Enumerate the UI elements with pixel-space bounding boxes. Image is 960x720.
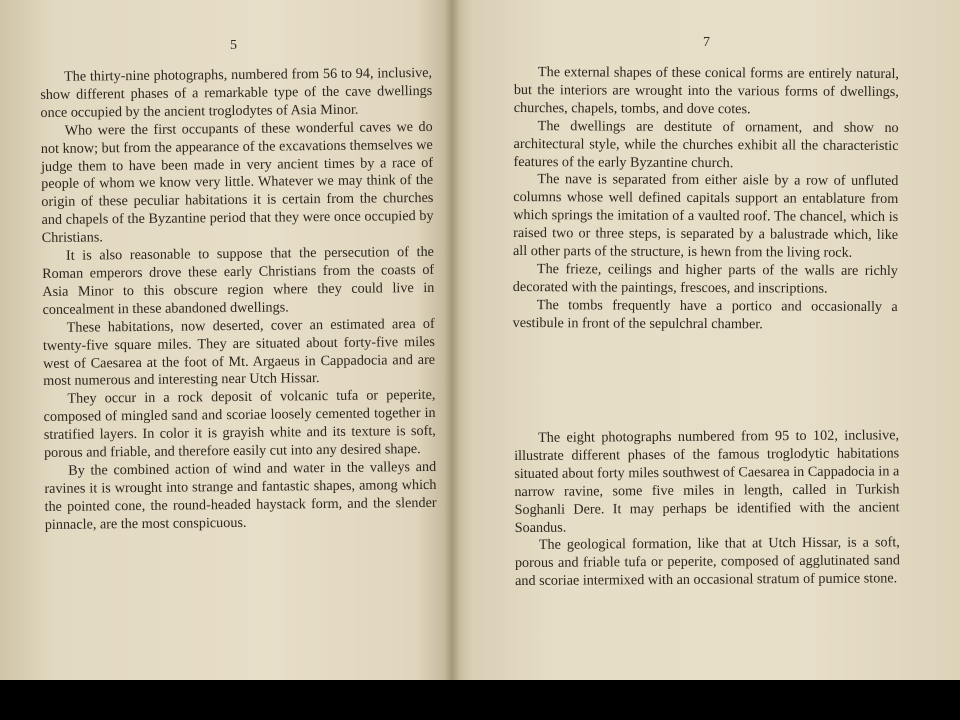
paragraph: The eight photographs numbered from 95 to 102, inclusive, illustrate different phases of the famous troglodytic habitations situated about forty miles southwest of Caesarea in Cappadocia in a narrow ravine, some five miles in length, called in Turkish Soghanli Dere. It may perhaps be identified with the ancient Soandus.	[514, 427, 900, 536]
paragraph: The nave is separated from either aisle by a row of unfluted columns whose well defined capitals support an entablature from which springs the imitation of a vaulted roof. The chancel, which is raised two or three steps, is separated by a balustrade which, like all other parts of the structure, is hewn from the living rock.	[512, 171, 899, 261]
paragraph: The frieze, ceilings and higher parts of the walls are richly decorated with the paintings, frescoes, and inscriptions.	[512, 261, 898, 297]
book-gutter	[444, 0, 460, 680]
left-page-number: 5	[230, 38, 237, 53]
paragraph: The dwellings are destitute of ornament, and show no architectural style, while the churches exhibit all the characteristic features of the early Byzantine church.	[513, 117, 899, 171]
paragraph: The tombs frequently have a portico and occasionally a vestibule in front of the sepulchral chamber.	[512, 296, 898, 332]
right-page-number: 7	[703, 35, 710, 50]
paragraph: The thirty-nine photographs, numbered from 56 to 94, inclusive, show different phases of a remarkable type of the cave dwellings once occupied by the ancient troglodytes of Asia Minor.	[40, 64, 433, 121]
right-page-text-section-2	[514, 427, 900, 591]
paragraph: It is also reasonable to suppose that the persecution of the Roman emperors drove these early Christians from the coasts of Asia Minor to this obscure region where they could live in concealment in these abandoned dwellings.	[42, 243, 435, 318]
paragraph: They occur in a rock deposit of volcanic tufa or peperite, composed of mingled sand and scoriae loosely cemented together in stratified layers. In color it is grayish white and its texture is soft, porous and friable, and therefore easily cut into any desired shape.	[43, 387, 436, 462]
paragraph: The external shapes of these conical forms are entirely natural, but the interiors are wrought into the various forms of dwellings, churches, chapels, tombs, and dove cotes.	[513, 64, 899, 118]
bottom-black-bar	[0, 680, 960, 720]
paragraph: These habitations, now deserted, cover an estimated area of twenty-five square miles. They are situated about forty-five miles west of Caesarea at the foot of Mt. Argaeus in Cappadocia and are most numerous and interesting near Utch Hissar.	[42, 315, 436, 390]
right-page-text-section-1	[513, 64, 899, 335]
paragraph: Who were the first occupants of these wonderful caves we do not know; but from the appearance of the excavations themselves we judge them to have been made in very ancient times by a race of people of whom we know very little. Whatever we may think of the origin of these peculiar habitations it is certain from the churches and chapels of the Byzantine period that they were once occupied by Christians.	[40, 118, 434, 247]
left-page-text	[40, 65, 437, 535]
paragraph: By the combined action of wind and water in the valleys and ravines it is wrought into strange and fantastic shapes, among which the pointed cone, the round-headed haystack form, and the slender pinnacle, are the most conspicuous.	[44, 458, 437, 533]
paragraph: The geological formation, like that at Utch Hissar, is a soft, porous and friable tufa or peperite, composed of agglutinated sand and scoriae intermixed with an occasional stratum of pumice stone.	[514, 534, 900, 590]
